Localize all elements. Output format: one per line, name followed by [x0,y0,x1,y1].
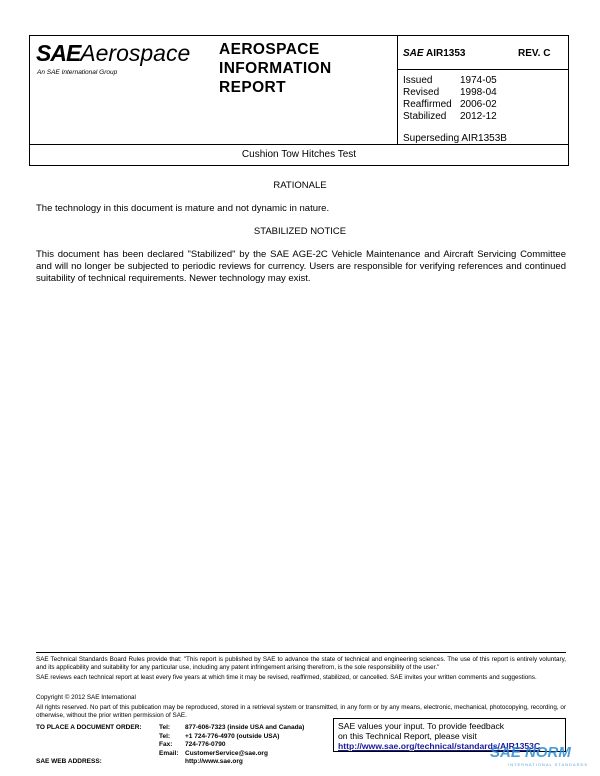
sae-aerospace-logo [36,40,190,67]
date-row [403,99,497,111]
contact-value: 724-776-0790 [185,741,226,748]
document-title: Cushion Tow Hitches Test [29,143,569,166]
order-row [36,750,304,759]
contact-value[interactable]: CustomerService@sae.org [185,749,268,757]
doc-type [219,40,332,97]
order-row [36,741,304,750]
date-label: Revised [403,87,440,98]
rationale-heading: RATIONALE [273,180,327,191]
logo-word: Aerospace [80,40,191,66]
doc-type-line: REPORT [219,79,286,96]
doc-type-line: AEROSPACE [219,41,320,58]
date-label: Reaffirmed [403,99,452,110]
date-row [403,75,497,87]
logo-subtitle: An SAE International Group [37,69,118,76]
doc-id-row [398,36,569,70]
feedback-line: on this Technical Report, please visit [338,731,477,741]
watermark-subtitle: INTERNATIONAL STANDARDS [508,762,589,767]
contact-label: Email: [159,749,179,757]
watermark-logo: SAE NORM [490,744,571,761]
feedback-link[interactable]: http://www.sae.org/technical/standards/AIR1353C [338,741,541,751]
date-value: 2006-02 [460,99,497,110]
footer-copyright: Copyright © 2012 SAE International [36,694,136,701]
order-row [36,733,304,742]
date-label: Stabilized [403,111,447,122]
sae-mini-logo: SAE [403,48,424,59]
contact-label: Fax: [159,741,173,748]
doc-info-cell [397,36,569,144]
date-row [403,111,497,123]
stabilized-heading: STABILIZED NOTICE [253,226,347,237]
logo-mark: SAE [36,40,81,66]
doc-number: AIR1353 [426,48,466,59]
contact-value: +1 724-776-4970 (outside USA) [185,732,280,740]
rationale-text: The technology in this document is mature and not dynamic in nature. [36,203,330,214]
feedback-line: SAE values your input. To provide feedback [338,721,505,731]
order-row [36,724,304,733]
footer-note-review: SAE reviews each technical report at least every five years at which time it may be revised, reaffirmed, stabilized, or cancelled. SAE invites your written comments and suggestions. [36,674,537,681]
footer-divider [36,652,566,653]
date-label: Issued [403,75,433,86]
document-header [29,35,569,145]
order-label: TO PLACE A DOCUMENT ORDER: [36,724,142,731]
date-value: 1998-04 [460,87,497,98]
date-row [403,87,497,99]
order-info [36,724,304,767]
contact-label: Tel: [159,724,171,731]
order-row [36,758,304,767]
date-value: 2012-12 [460,111,497,122]
doc-type-cell [214,36,397,144]
footer-rights: All rights reserved. No part of this publication may be reproduced, stored in a retrieval system or transmitted, in any form or by any means, electronic, mechanical, photocopying, recording, or otherwise, without the prior written permission of SAE. [36,704,566,719]
contact-label: Tel: [159,732,171,740]
web-label: SAE WEB ADDRESS: [36,758,102,765]
web-link[interactable]: http://www.sae.org [185,758,243,765]
date-list [403,75,497,123]
logo-cell [30,36,214,144]
revision: REV. C [518,48,551,59]
stabilized-text: This document has been declared "Stabilized" by the SAE AGE-2C Vehicle Maintenance and Aircraft Servicing Committee and will no longer be subjected to periodic reviews for currency. Users are responsible for verifying references and continued suitability of technical requirements. Newer technology may exist. [36,249,566,284]
superseding: Superseding AIR1353B [403,133,507,144]
doc-type-line: INFORMATION [219,60,332,77]
footer-note-rules: SAE Technical Standards Board Rules provide that: "This report is published by SAE to advance the state of technical and engineering sciences. The use of this report is entirely voluntary, and its applicability and suitability for any particular use, including any patent infringement arising therefrom, is the sole responsibility of the user." [36,656,566,671]
contact-value: 877-606-7323 (inside USA and Canada) [185,724,305,731]
date-value: 1974-05 [460,75,497,86]
